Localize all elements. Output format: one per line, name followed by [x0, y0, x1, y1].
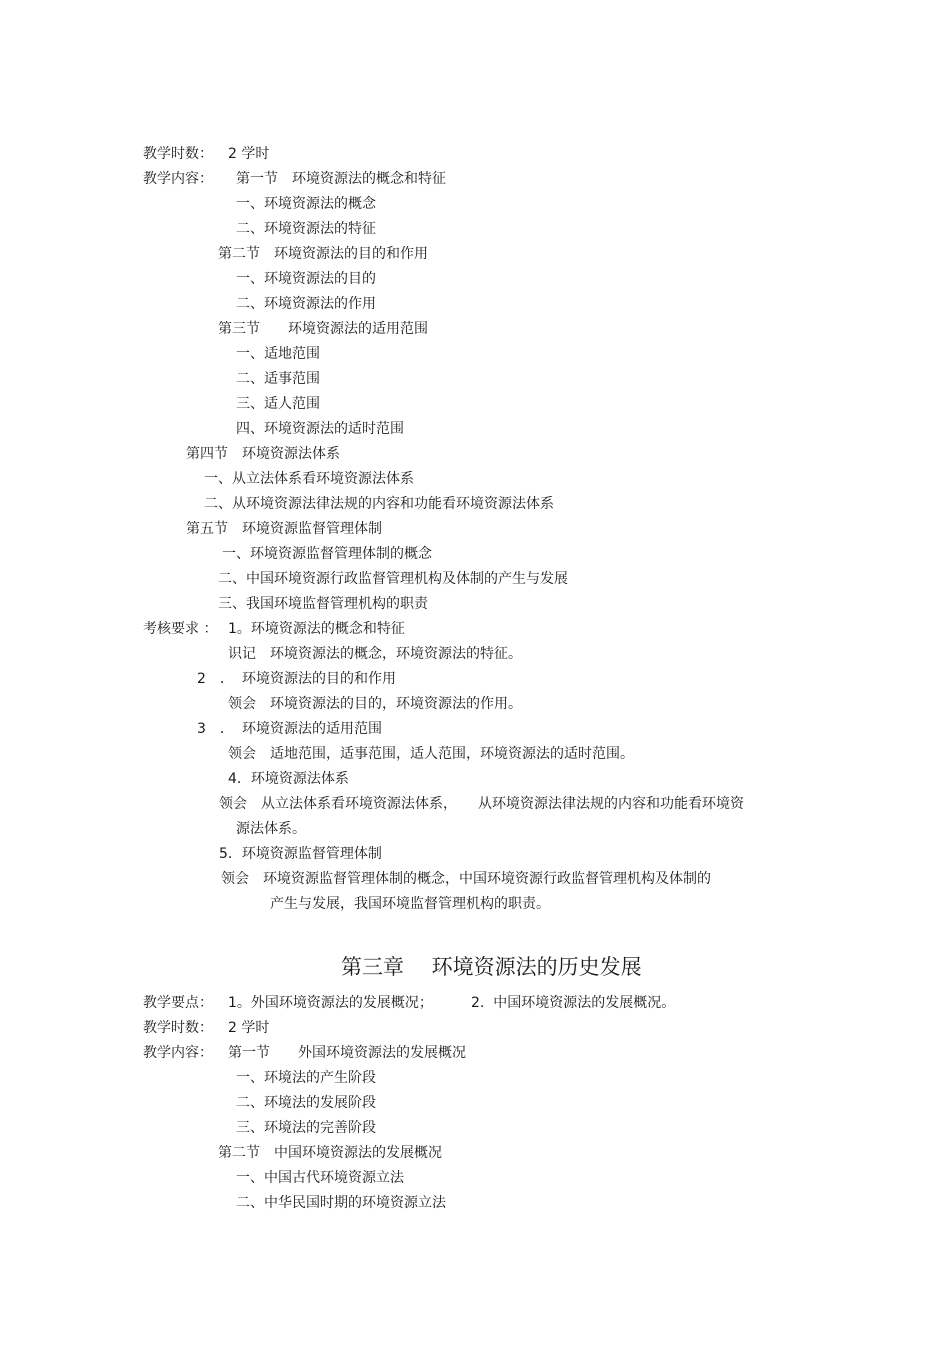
section-2-item-1: 一、环境资源法的目的 [236, 271, 376, 287]
section-3-item-4: 四、环境资源法的适时范围 [236, 421, 404, 437]
ch3-points-label: 教学要点： [143, 995, 213, 1011]
ch3-hours-value: 2 学时 [228, 1020, 270, 1036]
section-3-item-3: 三、适人范围 [236, 396, 320, 412]
ch3-section-2-item-1: 一、中国古代环境资源立法 [236, 1170, 404, 1186]
ch3-point-2: 2. 中国环境资源法的发展概况。 [471, 995, 676, 1011]
section-5-item-2: 二、中国环境资源行政监督管理机构及体制的产生与发展 [218, 571, 568, 587]
section-3-item-1: 一、适地范围 [236, 346, 320, 362]
ch3-section-1-item-3: 三、环境法的完善阶段 [236, 1120, 376, 1136]
ch3-section-1-item-1: 一、环境法的产生阶段 [236, 1070, 376, 1086]
ch3-section-1-item-2: 二、环境法的发展阶段 [236, 1095, 376, 1111]
section-5-title: 第五节 环境资源监督管理体制 [186, 521, 382, 537]
exam-4-desc-line-2: 源法体系。 [236, 821, 306, 837]
ch3-hours-label: 教学时数： [143, 1020, 213, 1036]
ch3-section-2-title: 第二节 中国环境资源法的发展概况 [218, 1145, 442, 1161]
exam-2-desc: 领会 环境资源法的目的，环境资源法的作用。 [228, 696, 522, 712]
exam-5-title: 5．环境资源监督管理体制 [219, 846, 382, 862]
exam-1-desc: 识记 环境资源法的概念，环境资源法的特征。 [228, 646, 522, 662]
ch3-section-1-title: 第一节 外国环境资源法的发展概况 [228, 1045, 466, 1061]
ch3-section-2-item-2: 二、中华民国时期的环境资源立法 [236, 1195, 446, 1211]
exam-2-number: 2 ． [197, 671, 234, 687]
exam-3-desc: 领会 适地范围，适事范围，适人范围，环境资源法的适时范围。 [228, 746, 634, 762]
section-1-item-2: 二、环境资源法的特征 [236, 221, 376, 237]
section-3-title: 第三节 环境资源法的适用范围 [218, 321, 428, 337]
section-1-item-1: 一、环境资源法的概念 [236, 196, 376, 212]
ch3-point-1: 1。外国环境资源法的发展概况； [228, 995, 433, 1011]
section-5-item-1: 一、环境资源监督管理体制的概念 [222, 546, 432, 562]
hours-value: 2 学时 [228, 146, 270, 162]
content-label: 教学内容： [143, 171, 213, 187]
ch3-content-label: 教学内容： [143, 1045, 213, 1061]
exam-4-desc-line-1: 领会 从立法体系看环境资源法体系， 从环境资源法律法规的内容和功能看环境资 [219, 796, 744, 812]
section-5-item-3: 三、我国环境监督管理机构的职责 [218, 596, 428, 612]
exam-3-title: 环境资源法的适用范围 [242, 721, 382, 737]
section-1-title: 第一节 环境资源法的概念和特征 [236, 171, 446, 187]
exam-2-title: 环境资源法的目的和作用 [242, 671, 396, 687]
section-4-title: 第四节 环境资源法体系 [186, 446, 340, 462]
exam-4-title: 4．环境资源法体系 [228, 771, 349, 787]
section-2-item-2: 二、环境资源法的作用 [236, 296, 376, 312]
section-4-item-2: 二、从环境资源法律法规的内容和功能看环境资源法体系 [204, 496, 554, 512]
section-3-item-2: 二、适事范围 [236, 371, 320, 387]
exam-1-title: 1。环境资源法的概念和特征 [228, 621, 405, 637]
exam-label: 考核要求 ： [143, 621, 218, 637]
section-2-title: 第二节 环境资源法的目的和作用 [218, 246, 428, 262]
exam-3-number: 3 ． [197, 721, 234, 737]
exam-5-desc-line-1: 领会 环境资源监督管理体制的概念，中国环境资源行政监督管理机构及体制的 [221, 871, 711, 887]
section-4-item-1: 一、从立法体系看环境资源法体系 [204, 471, 414, 487]
chapter-3-title: 第三章 环境资源法的历史发展 [341, 955, 642, 979]
exam-5-desc-line-2: 产生与发展，我国环境监督管理机构的职责。 [270, 896, 550, 912]
hours-label: 教学时数： [143, 146, 213, 162]
